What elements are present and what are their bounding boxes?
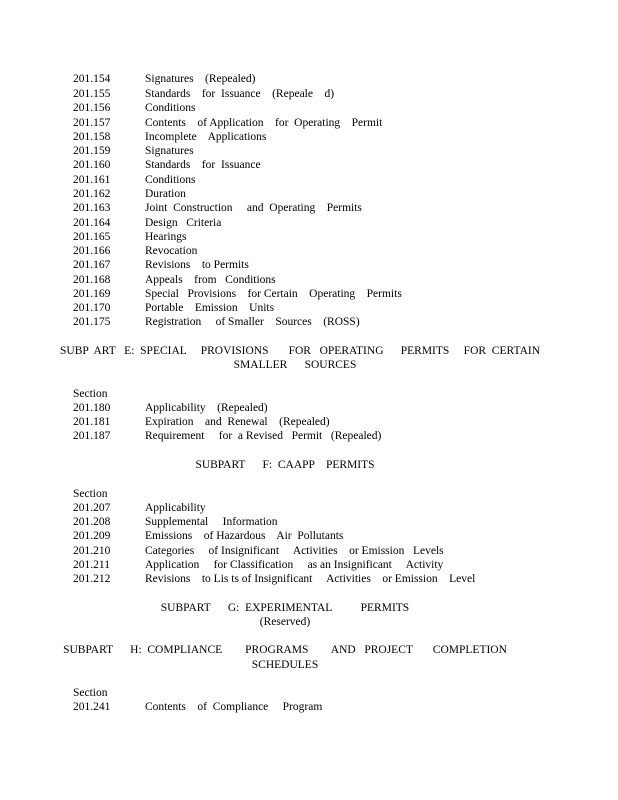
section-title: Revisions to Lis ts of Insignificant Activities or Emission Level xyxy=(145,573,476,585)
section-number: 201.164 xyxy=(73,217,111,229)
section-number: 201.210 xyxy=(73,545,111,557)
section-title: Design Criteria xyxy=(145,217,222,229)
section-title: Application for Classification as an Insignificant Activity xyxy=(145,559,444,571)
section-number: 201.211 xyxy=(73,559,110,571)
section-title: Conditions xyxy=(145,174,196,186)
section-title: Signatures xyxy=(145,145,194,157)
section-number: 201.170 xyxy=(73,302,111,314)
section-title: Registration of Smaller Sources (ROSS) xyxy=(145,316,360,328)
section-number: 201.162 xyxy=(73,188,111,200)
section-title: Applicability xyxy=(145,502,206,514)
section-title: Requirement for a Revised Permit (Repealed) xyxy=(145,430,382,442)
section-number: 201.156 xyxy=(73,102,111,114)
section-label: Section xyxy=(73,687,108,699)
section-number: 201.161 xyxy=(73,174,111,186)
section-label: Section xyxy=(73,388,108,400)
section-number: 201.157 xyxy=(73,117,111,129)
section-title: Incomplete Applications xyxy=(145,131,267,143)
section-number: 201.181 xyxy=(73,416,111,428)
section-number: 201.155 xyxy=(73,88,111,100)
section-title: Applicability (Repealed) xyxy=(145,402,268,414)
section-number: 201.180 xyxy=(73,402,111,414)
subpart-h-heading: SUBPART H: COMPLIANCE PROGRAMS AND PROJECT COMPLETION xyxy=(63,644,507,656)
subpart-f-heading: SUBPART F: CAAPP PERMITS xyxy=(195,459,375,471)
section-title: Contents of Application for Operating Permit xyxy=(145,117,383,129)
section-number: 201.158 xyxy=(73,131,111,143)
section-number: 201.166 xyxy=(73,245,111,257)
section-title: Emissions of Hazardous Air Pollutants xyxy=(145,530,344,542)
section-title: Contents of Compliance Program xyxy=(145,701,323,713)
section-number: 201.209 xyxy=(73,530,111,542)
section-number: 201.168 xyxy=(73,274,111,286)
section-number: 201.207 xyxy=(73,502,111,514)
section-title: Conditions xyxy=(145,102,196,114)
section-title: Standards for Issuance xyxy=(145,159,261,171)
subpart-h-heading-line2: SCHEDULES xyxy=(251,659,319,671)
section-title: Revocation xyxy=(145,245,198,257)
section-title: Signatures (Repealed) xyxy=(145,73,256,85)
section-number: 201.169 xyxy=(73,288,111,300)
section-title: Standards for Issuance (Repeale d) xyxy=(145,88,335,100)
section-number: 201.208 xyxy=(73,516,111,528)
section-number: 201.159 xyxy=(73,145,111,157)
section-number: 201.167 xyxy=(73,259,111,271)
section-number: 201.160 xyxy=(73,159,111,171)
subpart-g-reserved: (Reserved) xyxy=(259,616,311,628)
subpart-e-heading-line2: SMALLER SOURCES xyxy=(233,359,357,371)
section-number: 201.241 xyxy=(73,701,111,713)
section-title: Supplemental Information xyxy=(145,516,278,528)
section-number: 201.154 xyxy=(73,73,111,85)
section-title: Duration xyxy=(145,188,186,200)
section-number: 201.212 xyxy=(73,573,111,585)
section-number: 201.163 xyxy=(73,202,111,214)
section-title: Expiration and Renewal (Repealed) xyxy=(145,416,330,428)
section-title: Special Provisions for Certain Operating Permits xyxy=(145,288,402,300)
section-number: 201.175 xyxy=(73,316,111,328)
section-title: Joint Construction and Operating Permits xyxy=(145,202,362,214)
section-number: 201.165 xyxy=(73,231,111,243)
section-title: Categories of Insignificant Activities or Emission Levels xyxy=(145,545,444,557)
section-title: Portable Emission Units xyxy=(145,302,275,314)
section-title: Revisions to Permits xyxy=(145,259,249,271)
section-title: Appeals from Conditions xyxy=(145,274,276,286)
section-number: 201.187 xyxy=(73,430,111,442)
section-label: Section xyxy=(73,488,108,500)
subpart-e-heading: SUBP ART E: SPECIAL PROVISIONS FOR OPERATING PERMITS FOR CERTAIN xyxy=(60,345,541,357)
subpart-g-heading: SUBPART G: EXPERIMENTAL PERMITS xyxy=(160,602,410,614)
section-title: Hearings xyxy=(145,231,187,243)
